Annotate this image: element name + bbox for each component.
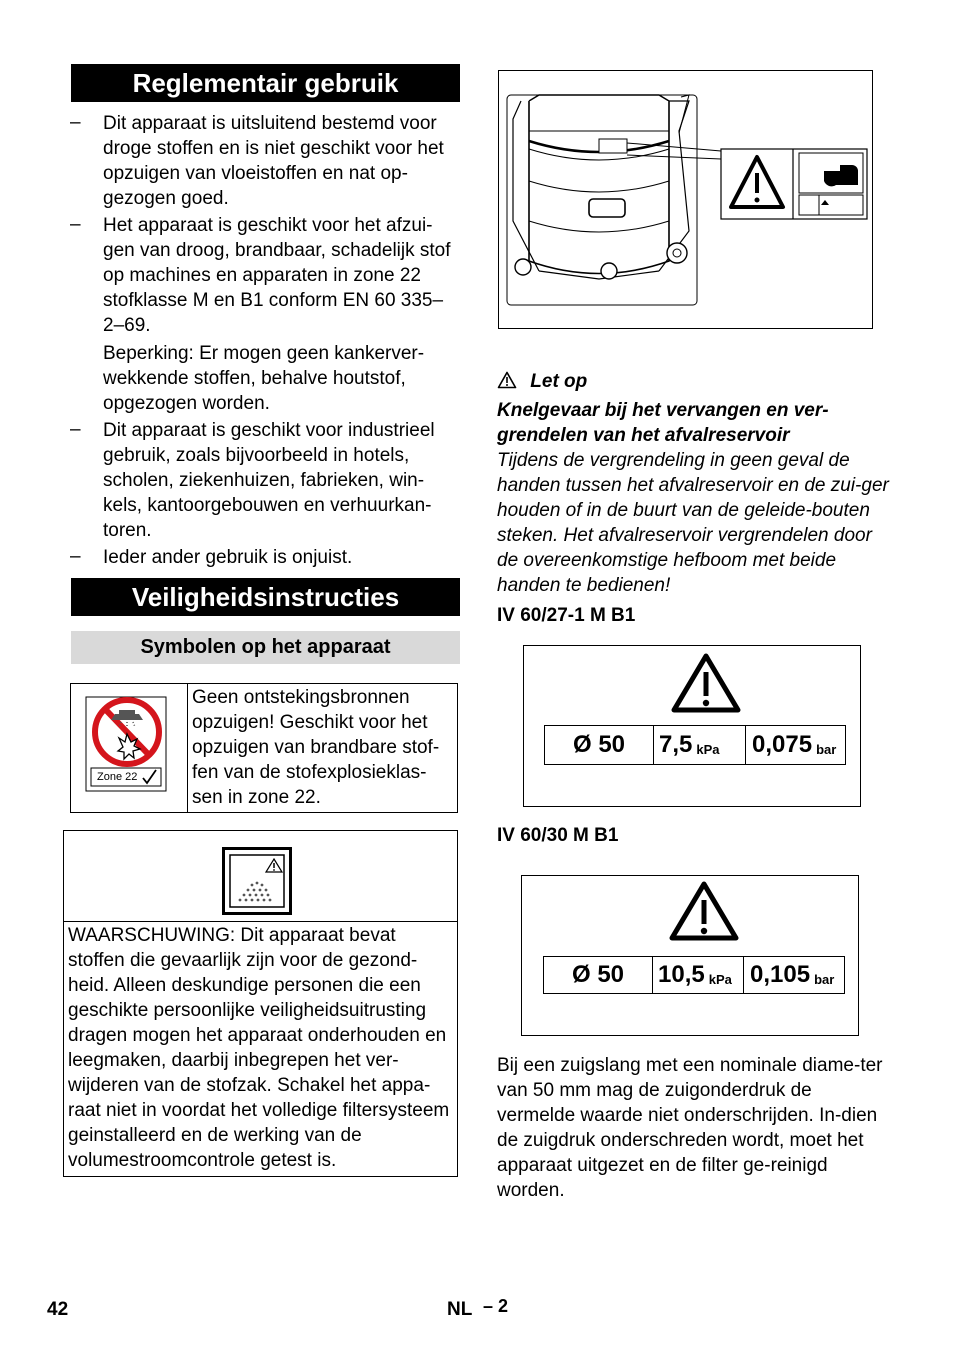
pressure-values-row [544, 725, 846, 765]
list-dash: – [70, 546, 81, 567]
pressure-plate-2 [521, 875, 859, 1036]
zone-label: Zone 22 [97, 771, 138, 783]
kpa-unit: kPa [708, 971, 732, 987]
sub-page-number: – 2 [483, 1296, 509, 1316]
symbol-table [70, 683, 458, 813]
kpa-cell [653, 726, 746, 764]
list-dash: – [70, 214, 81, 235]
hazardous-dust-icon [222, 847, 292, 915]
kpa-value: 10,5 [658, 961, 705, 988]
bar-cell [746, 726, 846, 764]
warning-table [63, 830, 458, 1177]
caution-bold-text: Knelgevaar bij het vervangen en ver-grendelen van het afvalreservoir [497, 400, 829, 446]
page-number: 42 [47, 1299, 69, 1320]
kpa-value: 7,5 [659, 731, 693, 758]
section-title-reglementair: Reglementair gebruik [71, 64, 460, 102]
kpa-unit: kPa [696, 741, 720, 757]
section-title-veiligheid: Veiligheidsinstructies [71, 578, 460, 616]
list-dash: – [70, 112, 81, 133]
pressure-plate-1 [523, 645, 861, 807]
caution-text: Tijdens de vergrendeling in geen geval de handen tussen het afvalreservoir en de zui-ger houden of in de buurt van de geleide-bouten steken. Het afvalreservoir vergrendelen door de overeenkomstige hefboom met beide handen te bedienen! [497, 450, 889, 596]
bar-cell [744, 957, 845, 993]
model-label-1: IV 60/27-1 M B1 [497, 605, 636, 626]
symbol-description: Geen ontstekingsbronnen opzuigen! Geschikt voor het opzuigen van brandbare stof-fen van de stofexplosieklas-sen in zone 22. [192, 687, 440, 808]
no-ignition-icon [85, 696, 167, 792]
list-item: Het apparaat is geschikt voor het afzui-gen van droog, brandbaar, schadelijk stof op machines en apparaten in zone 22 stofklasse M en B1 conform EN 60 335–2–69. [103, 215, 451, 336]
pressure-values-row [543, 956, 845, 994]
language-code: NL [447, 1299, 473, 1320]
kpa-cell [652, 957, 744, 993]
diameter-value: Ø 50 [545, 726, 654, 764]
bar-unit: bar [816, 741, 837, 757]
warning-triangle-icon [497, 371, 517, 389]
list-item: Dit apparaat is geschikt voor industrieel gebruik, zoals bijvoorbeeld in hotels, scholen, ziekenhuizen, fabrieken, win-kels, kantoorgebouwen en verhuurkan-toren. [103, 420, 435, 541]
model-label-2: IV 60/30 M B1 [497, 825, 619, 846]
caution-heading: Let op [530, 371, 588, 392]
restriction-note: Beperking: Er mogen geen kankerver-wekkende stoffen, behalve houtstof, opgezogen worden. [103, 343, 425, 414]
container-lock-illustration [499, 71, 871, 327]
diameter-value: Ø 50 [544, 957, 653, 993]
warning-triangle-icon [670, 652, 742, 714]
list-item: Ieder ander gebruik is onjuist. [103, 547, 353, 568]
list-item: Dit apparaat is uitsluitend bestemd voor droge stoffen en is niet geschikt voor het opzuigen van vloeistoffen en nat op-gezogen goed. [103, 113, 444, 209]
bar-value: 0,075 [752, 731, 813, 758]
bar-value: 0,105 [750, 961, 811, 988]
bar-unit: bar [814, 971, 835, 987]
machine-illustration-frame [498, 70, 873, 329]
closing-text: Bij een zuigslang met een nominale diame-ter van 50 mm mag de zuigonderdruk de vermelde waarde niet onderschrijden. In-dien de zuigdruk onderschreden wordt, moet het apparaat uitgezet en de filter ge-reinigd worden. [497, 1055, 883, 1201]
subsection-title-symbolen: Symbolen op het apparaat [71, 631, 460, 664]
warning-triangle-icon [668, 880, 740, 942]
caution-heading-row [497, 369, 587, 394]
list-dash: – [70, 419, 81, 440]
warning-text: WAARSCHUWING: Dit apparaat bevat stoffen die gevaarlijk zijn voor de gezond-heid. Alleen deskundige personen die een geschikte persoonlijke veiligheidsuitrusting dragen mogen het apparaat onderhouden en leegmaken, daarbij inbegrepen het ver-wijderen van de stofzak. Schakel het appa-raat niet in voordat het volledige filtersysteem geinstalleerd en de werking van de volumestroomcontrole getest is. [68, 925, 450, 1171]
